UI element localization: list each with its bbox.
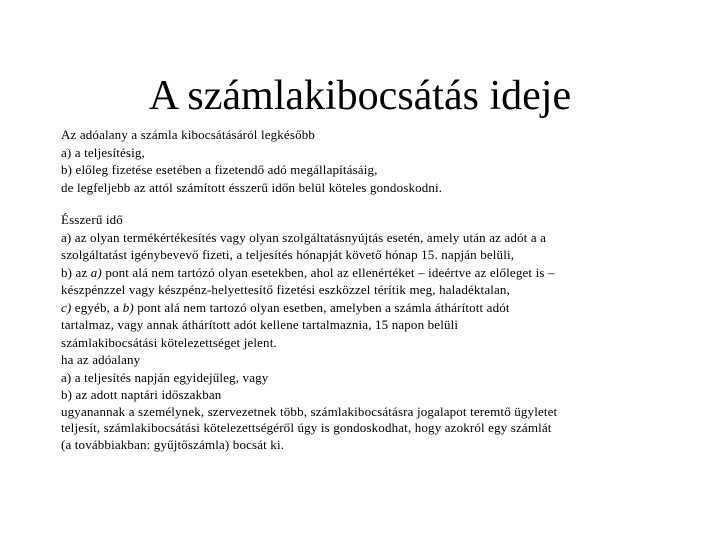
self-billing-final-line: teljesít, számlakibocsátási kötelezettségéről úgy is gondoskodhat, hogy azokról egy számlát [61, 420, 552, 435]
self-billing-final-line: ugyanannak a személynek, szervezetnek több, számlakibocsátásra jogalapot teremtő ügyletet [61, 403, 558, 419]
point-c-text: pont alá nem tartozó olyan esetben, amelyben a számla áthárított adót [133, 299, 510, 315]
slide-body [61, 126, 661, 453]
self-billing-final [61, 404, 661, 454]
point-c-line [61, 299, 661, 317]
paragraph-gap [61, 196, 661, 211]
point-a-line: szolgáltatást igénybevevő fizeti, a teljesítés hónapját követő hónap 15. napján belüli, [61, 247, 515, 262]
point-b-reference: a) [90, 264, 102, 280]
self-billing-line: b) az adott naptári időszakban [61, 387, 222, 402]
intro-line: b) előleg fizetése esetében a fizetendő adó megállapításáig, [61, 162, 378, 177]
point-a-line: a) az olyan termékértékesítés vagy olyan szolgáltatásnyújtás esetén, amely után az adót a a [61, 229, 547, 245]
intro-line: a) a teljesítésig, [61, 144, 145, 160]
intro-block [61, 126, 661, 196]
point-c-label: c) [61, 299, 72, 315]
self-billing-final-line: (a továbbiakban: gyűjtőszámla) bocsát ki. [61, 436, 285, 452]
point-b-line: készpénzzel vagy készpénz-helyettesítő fizetési eszközzel térítik meg, haladéktalan, [61, 282, 510, 297]
reasonable-time-block [61, 211, 661, 351]
point-c-reference: b) [122, 299, 134, 315]
intro-line: Az adóalany a számla kibocsátásáról legkésőbb [61, 127, 316, 142]
point-c-line: számlakibocsátási kötelezettséget jelent. [61, 334, 277, 350]
point-b-text: pont alá nem tartózó olyan esetekben, ahol az ellenértéket – ideértve az előleget is – [101, 264, 555, 280]
reasonable-time-heading: Ésszerű idő [61, 212, 123, 227]
intro-line: de legfeljebb az attól számított ésszerű időn belül köteles gondoskodni. [61, 179, 443, 195]
point-c-text: egyéb, a [71, 299, 123, 315]
self-billing-line: ha az adóalany [61, 352, 141, 367]
point-c-line: tartalmaz, vagy annak áthárított adót kellene tartalmaznia, 15 napon belüli [61, 317, 459, 332]
slide-title: A számlakibocsátás ideje [148, 73, 572, 119]
point-b-line [61, 264, 661, 282]
self-billing-block [61, 351, 661, 453]
self-billing-line: a) a teljesítés napján egyidejűleg, vagy [61, 369, 269, 385]
point-b-prefix: b) az [61, 264, 91, 280]
